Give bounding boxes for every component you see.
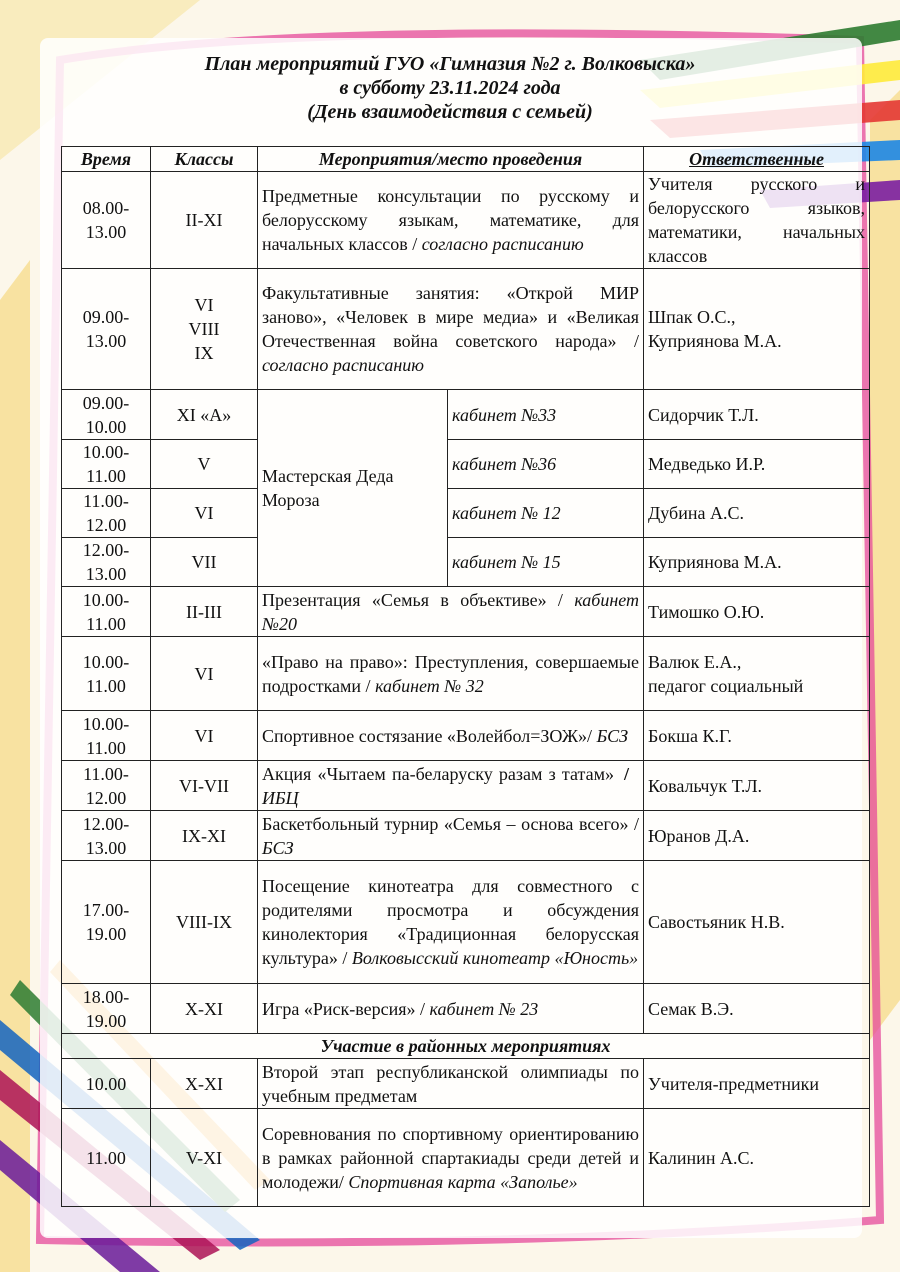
event-cell [258, 637, 644, 711]
table-row [62, 440, 870, 489]
class-line: VI [194, 295, 214, 315]
responsible-cell: Медведько И.Р. [644, 440, 870, 489]
classes-cell: VIII-IX [151, 861, 258, 984]
responsible-cell [644, 637, 870, 711]
event-cell [258, 172, 644, 269]
table-row [62, 811, 870, 861]
classes-cell: II-III [151, 587, 258, 637]
events-table [61, 146, 870, 1207]
classes-cell: V-XI [151, 1109, 258, 1207]
time-cell: 12.00-13.00 [62, 538, 151, 587]
responsible-cell: Дубина А.С. [644, 489, 870, 538]
class-line: IX [194, 343, 214, 363]
event-place: согласно расписанию [262, 355, 424, 375]
responsible-cell [644, 269, 870, 390]
time-cell: 11.00-12.00 [62, 761, 151, 811]
responsible-cell: Юранов Д.А. [644, 811, 870, 861]
table-row [62, 538, 870, 587]
event-place: Волковысский кинотеатр «Юность» [351, 948, 639, 968]
table-row [62, 489, 870, 538]
event-text: Соревнования по спортивному ориентированию в рамках районной спартакиады среди детей и молодежи/ [262, 1123, 640, 1192]
table-row [62, 587, 870, 637]
event-cell [258, 811, 644, 861]
table-row [62, 711, 870, 761]
responsible-line: Валюк Е.А., [648, 651, 742, 672]
event-text: Факультативные занятия: «Открой МИР заново», «Человек в мире медиа» и «Великая Отечественная война советского народа» / [262, 283, 640, 351]
event-text: Баскетбольный турнир «Семья – основа всего» / [262, 813, 640, 834]
event-cell [258, 587, 644, 637]
responsible-line: педагог социальный [648, 675, 804, 696]
table-row [62, 172, 870, 269]
column-header-classes: Классы [151, 147, 258, 172]
column-header-time: Время [62, 147, 151, 172]
time-cell: 10.00-11.00 [62, 711, 151, 761]
table-row [62, 761, 870, 811]
event-cell [258, 861, 644, 984]
time-cell: 11.00-12.00 [62, 489, 151, 538]
classes-cell [151, 269, 258, 390]
event-cell [258, 984, 644, 1034]
responsible-cell: Тимошко О.Ю. [644, 587, 870, 637]
title-line-2: в субботу 23.11.2024 года [339, 77, 561, 99]
title-line-1: План мероприятий ГУО «Гимназия №2 г. Волковыска» [204, 53, 696, 75]
event-place: согласно расписанию [421, 234, 584, 254]
time-cell: 10.00-11.00 [62, 440, 151, 489]
responsible-cell: Куприянова М.А. [644, 538, 870, 587]
event-cell [258, 1109, 644, 1207]
table-row [62, 1059, 870, 1109]
time-cell: 10.00-11.00 [62, 587, 151, 637]
time-cell: 12.00-13.00 [62, 811, 151, 861]
event-place: кабинет №20 [262, 589, 640, 634]
responsible-line: Куприянова М.А. [648, 331, 782, 351]
time-cell: 18.00-19.00 [62, 984, 151, 1034]
responsible-cell: Ковальчук Т.Л. [644, 761, 870, 811]
classes-cell: IX-XI [151, 811, 258, 861]
classes-cell: V [151, 440, 258, 489]
workshop-cell: Мастерская Деда Мороза [258, 390, 448, 587]
section-row [62, 1034, 870, 1059]
classes-cell: II-XI [151, 172, 258, 269]
time-cell: 10.00-11.00 [62, 637, 151, 711]
responsible-cell: Учителя-предметники [644, 1059, 870, 1109]
classes-cell: VI [151, 489, 258, 538]
event-text: Спортивное состязание «Волейбол=ЗОЖ»/ [262, 725, 593, 746]
classes-cell: VI [151, 637, 258, 711]
room-cell: кабинет №33 [448, 390, 644, 440]
responsible-cell: Семак В.Э. [644, 984, 870, 1034]
event-text: Презентация «Семья в объективе» / [262, 589, 563, 610]
responsible-cell: Калинин А.С. [644, 1109, 870, 1207]
section-title: Участие в районных мероприятиях [62, 1034, 870, 1059]
event-cell [258, 761, 644, 811]
responsible-cell: Савостьяник Н.В. [644, 861, 870, 984]
responsible-cell: Учителя русского и белорусского языков, математики, начальных классов [644, 172, 870, 269]
title-line-3: (День взаимодействия с семьей) [307, 101, 593, 123]
room-cell: кабинет № 12 [448, 489, 644, 538]
event-cell [258, 711, 644, 761]
table-row [62, 861, 870, 984]
responsible-cell: Бокша К.Г. [644, 711, 870, 761]
event-text: Предметные консультации по русскому и белорусскому языкам, математике, для начальных классов / [262, 186, 640, 254]
column-header-responsible: Ответственные [644, 147, 870, 172]
event-text: Посещение кинотеатра для совместного с родителями просмотра и обсуждения кинолектория «Традиционная белорусская культура» / [262, 876, 640, 968]
time-cell: 17.00-19.00 [62, 861, 151, 984]
classes-cell: X-XI [151, 1059, 258, 1109]
column-header-events: Мероприятия/место проведения [258, 147, 644, 172]
event-place: кабинет № 23 [429, 998, 539, 1019]
time-cell: 08.00-13.00 [62, 172, 151, 269]
room-cell: кабинет № 15 [448, 538, 644, 587]
classes-cell: X-XI [151, 984, 258, 1034]
classes-cell: VI [151, 711, 258, 761]
event-cell [258, 269, 644, 390]
time-cell: 09.00-13.00 [62, 269, 151, 390]
classes-cell: VI-VII [151, 761, 258, 811]
event-text: «Право на право»: Преступления, совершаемые подростками / [262, 651, 640, 696]
table-header-row [62, 147, 870, 172]
classes-cell: XI «А» [151, 390, 258, 440]
room-cell: кабинет №36 [448, 440, 644, 489]
table-row [62, 637, 870, 711]
event-place: Спортивная карта «Заполье» [348, 1171, 578, 1192]
table-row [62, 269, 870, 390]
time-cell: 09.00-10.00 [62, 390, 151, 440]
event-place: БСЗ [262, 837, 294, 858]
event-place: кабинет № 32 [375, 675, 484, 696]
event-separator: / [624, 763, 630, 784]
event-place: ИБЦ [262, 787, 299, 808]
event-text: Акция «Чытаем па-беларуску разам з татам» [262, 763, 614, 784]
classes-cell: VII [151, 538, 258, 587]
class-line: VIII [188, 319, 220, 339]
page-header [60, 52, 840, 124]
event-text: Игра «Риск-версия» / [262, 998, 426, 1019]
time-cell: 11.00 [62, 1109, 151, 1207]
table-row [62, 390, 870, 440]
time-cell: 10.00 [62, 1059, 151, 1109]
event-place: БСЗ [596, 725, 629, 746]
event-cell: Второй этап республиканской олимпиады по учебным предметам [258, 1059, 644, 1109]
responsible-line: Шпак О.С., [648, 307, 736, 327]
responsible-cell: Сидорчик Т.Л. [644, 390, 870, 440]
table-row [62, 984, 870, 1034]
table-row [62, 1109, 870, 1207]
